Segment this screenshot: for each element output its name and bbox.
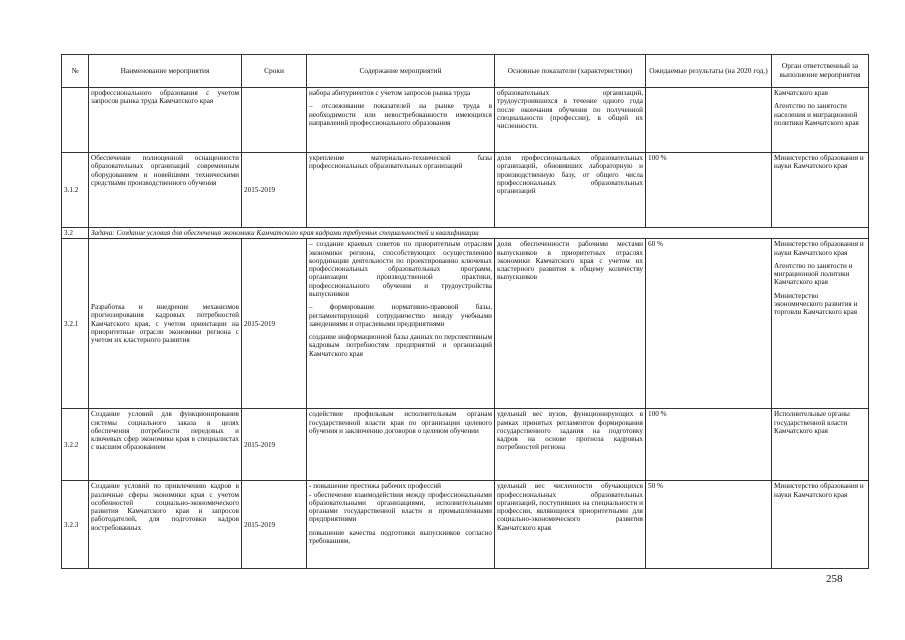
content-item: повышение качества подготовки выпускников согласно требованиям, (309, 528, 492, 545)
measure-indicators: доля обеспеченности рабочими местами выпускников в приоритетных отраслях экономики Камчатского края с учетом их кластерного развития к общему количеству выпускников (495, 239, 646, 409)
org-item: Министерство экономического развития и торговли Камчатского края (774, 291, 858, 317)
measure-terms: 2015-2019 (242, 153, 307, 228)
measures-table (61, 54, 869, 569)
header-org: Орган ответственный за выполнение мероприятия (772, 55, 869, 88)
header-num: № (62, 55, 89, 88)
table-row (62, 153, 869, 228)
measure-indicators: удельный вес вузов, функционирующих в рамках принятых регламентов формирования государственного задания на подготовку кадров на основе прогноза кадровых потребностей региона (495, 409, 646, 481)
header-terms: Сроки (242, 55, 307, 88)
table-header-row (62, 55, 869, 88)
task-row (62, 228, 869, 239)
measure-terms: 2015-2019 (242, 481, 307, 569)
org-item: Министерство образования и науки Камчатского края (774, 240, 864, 257)
header-content: Содержание мероприятий (307, 55, 495, 88)
measure-name: профессионального образования с учетом запросов рынка труда Камчатского края (89, 88, 242, 153)
measure-content (307, 239, 495, 409)
measure-content: содействие профильным исполнительным органам государственной власти края по организации целевого обучения и заключению договоров о целевом обучении (307, 409, 495, 481)
table-row (62, 88, 869, 153)
org-item: Агентство по занятости и миграционной политики Камчатского края (774, 261, 853, 287)
header-name: Наименование мероприятия (89, 55, 242, 88)
org-item: Камчатского края (774, 89, 828, 97)
measure-name: Разработка и внедрение механизмов прогнозирования кадровых потребностей Камчатского края, с учетом ориентации на приоритетные отрасли экономики региона с учетом их кластерного развития (89, 239, 242, 409)
table-row (62, 481, 869, 569)
measure-indicators: удельный вес численности обучающихся профессиональных образовательных организаций, поступивших на специальности и профессии, являющиеся приоритетными для социально-экономического развития Камчатского края (495, 481, 646, 569)
content-item: – формирование нормативно-правовой базы, регламентирующей сотрудничество между учебными заведениями и отраслевыми предприятиями (309, 303, 492, 328)
measure-num: 3.2.2 (62, 409, 89, 481)
measure-terms: 2015-2019 (242, 409, 307, 481)
org-item: Агентство по занятости населения и миграционной политики Камчатского края (774, 102, 859, 127)
content-item: - повышение престижа рабочих профессий (309, 482, 442, 491)
measure-name: Создание условий по привлечению кадров в различные сферы экономики края с учетом особенностей социально-экономического развития Камчатского края и запросов работодателей, для подготовки кадров востребованных (89, 481, 242, 569)
content-item: – отслеживание показателей на рынке труда в необходимости или невостребованности имеющихся направлений профессионального образования (309, 102, 492, 127)
measure-result: 60 % (646, 239, 772, 409)
measure-result: 100 % (646, 409, 772, 481)
measure-num: 3.1.2 (62, 153, 89, 228)
content-item: набора абитуриентов с учетом запросов рынка труда (309, 89, 471, 97)
task-title: Задача: Создание условия для обеспечения экономики Камчатского края кадрами требуемых специальностей и квалификации (89, 228, 869, 239)
measure-content: укрепление материально-технической базы профессиональных образовательных организаций (307, 153, 495, 228)
table-row (62, 409, 869, 481)
measure-org: Министерство образования и науки Камчатского края (772, 153, 869, 228)
measure-indicators: образовательных организаций, трудоустроившихся в течение одного года после окончания обучения по полученной специальности (профессии), в общей их численности. (495, 88, 646, 153)
content-item: создание информационной базы данных по перспективным кадровым потребностям предприятий и организаций Камчатского края (309, 333, 492, 358)
page-number: 258 (826, 573, 843, 585)
measure-indicators: доля профессиональных образовательных организаций, обновивших лабораторную и производственную базу, от общего числа профессиональных образовательных организаций (495, 153, 646, 228)
measure-result: 100 % (646, 153, 772, 228)
header-results: Ожидаемые результаты (на 2020 год.) (646, 55, 772, 88)
table-row (62, 239, 869, 409)
measure-num: 3.2.3 (62, 481, 89, 569)
content-item: - обеспечение взаимодействия между профессиональными образовательными организациями, исполнительными органами государственной власти и промышленными предприятиями (309, 490, 492, 524)
task-num: 3.2 (62, 228, 89, 239)
measure-org (772, 88, 869, 153)
measure-name: Обеспечение полноценной оснащенности образовательных организаций современным оборудованием и новейшими техническими средствами производственного обучения (89, 153, 242, 228)
measure-num: 3.2.1 (62, 239, 89, 409)
header-indicators: Основные показатели (характеристики) (495, 55, 646, 88)
measure-content (307, 88, 495, 153)
measure-terms: 2015-2019 (242, 239, 307, 409)
measure-result: 50 % (646, 481, 772, 569)
measure-content (307, 481, 495, 569)
content-item: – создание краевых советов по приоритетным отраслям экономики региона, способствующих осуществлению координации деятельности по проектированию ключевых профессиональных образовательных программ, организации производственной практики, профессионального обучения и трудоустройства выпускников (309, 240, 492, 298)
measure-org: Министерство образования и науки Камчатского края (772, 481, 869, 569)
measure-org (772, 239, 869, 409)
measure-name: Создание условий для функционирования системы социального заказа в целях обеспечения потребности передовых и ключевых сфер экономики края в специалистах с высшим образованием (89, 409, 242, 481)
measure-org: Исполнительные органы государственной власти Камчатского края (772, 409, 869, 481)
